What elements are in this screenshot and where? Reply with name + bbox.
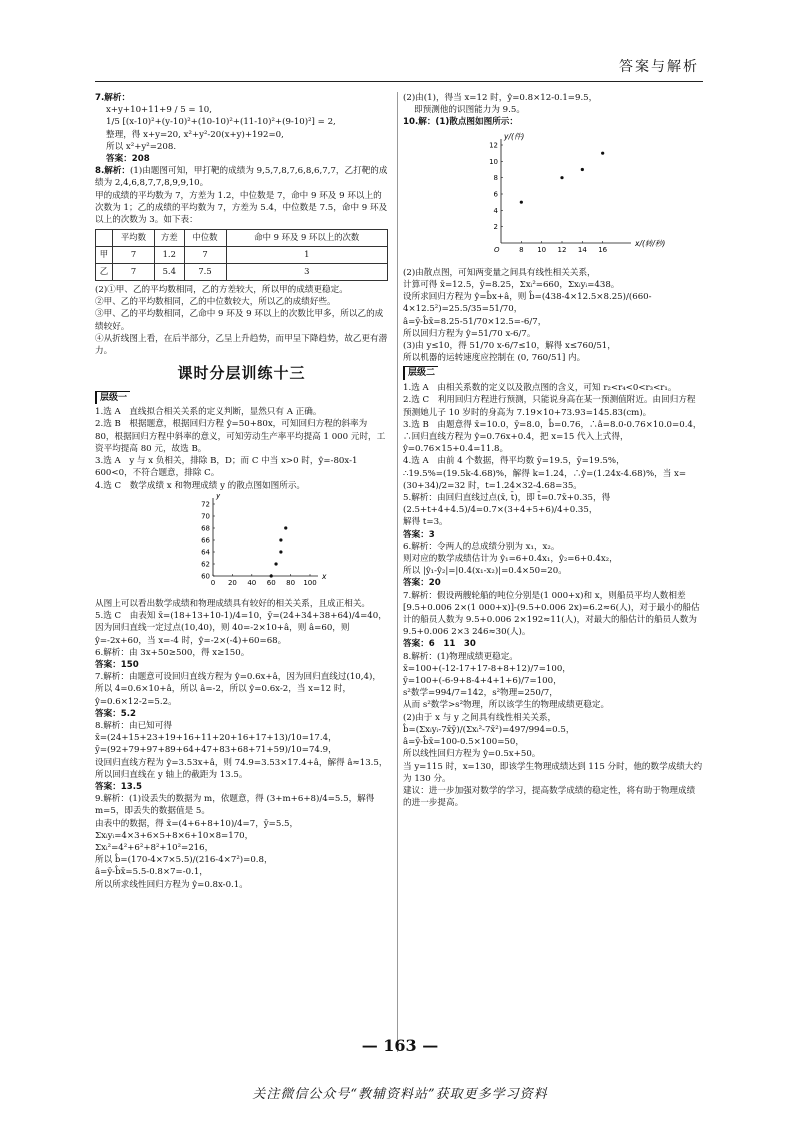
q8-conclusion: ④从折线图上看，在后半部分，乙呈上升趋势，而甲呈下降趋势，故乙更有潜力。 (95, 333, 388, 357)
y-tick-label: 68 (201, 524, 210, 533)
level2-line: 从而 s²数学>s²物理，所以该学生的物理成绩更稳定。 (403, 700, 610, 711)
level2-line: b̂=(Σxᵢyᵢ-7x̄ȳ)/(Σxᵢ²-7x̄²)=497/994=0.5， (403, 724, 575, 735)
x-tick-label: 16 (598, 245, 608, 254)
table-cell: 7 (112, 264, 154, 281)
level2-line: 建议：进一步加强对数学的学习，提高数学成绩的稳定性，将有助于物理成绩的进一步提高。 (403, 785, 696, 809)
level1-line: 8.解析：由已知可得 (95, 720, 172, 731)
level2-line: 5.解析：由回归直线过点(x̄, t̄)，即 t̄=0.7x̄+0.35，得 (2.5+t+4+4.5)/4=0.7×(3+4+5+6)/4+0.35， (403, 493, 611, 516)
column-divider (397, 92, 398, 1052)
level1-line: 7.解析：由题意可设回归直线方程为 ŷ=0.6x+â，因为回归直线过(10,4)，所以 4=0.6×10+â，所以 â=-2，所以 ŷ=0.6x-2，当 x=12 时，ŷ=0.6×12-2=5.2。 (95, 672, 381, 707)
q8-conclusion: (2)①甲、乙的平均数相同，乙的方差较大，所以甲的成绩更稳定。 (95, 285, 348, 295)
table-cell: 甲 (96, 247, 113, 264)
y-tick-label: 8 (493, 173, 498, 182)
level1-line: 答案：150 (95, 659, 139, 670)
y-tick-label: 66 (201, 536, 210, 545)
level1-item: 3.选 A y 与 x 负相关，排除 B，D；而 C 中当 x>0 时，ŷ=-80x-1 600<0，不符合题意，排除 C。 (95, 456, 358, 479)
level1-line: x̄=(24+15+23+19+16+11+20+16+17+13)/10=17.4， (95, 733, 337, 744)
q8-intro-text: (1)由题图可知，甲打靶的成绩为 9,5,7,8,7,6,8,6,7,7，乙打靶的成绩为 2,4,6,8,7,7,8,9,9,10。 (95, 166, 388, 189)
level2-line: 所以线性回归方程为 ŷ=0.5x+50。 (403, 749, 541, 760)
table-cell: 3 (226, 264, 387, 281)
stats-table (95, 229, 388, 281)
level1-line: â=ȳ-b̂x̄=5.5-0.8×7=-0.1， (95, 867, 208, 878)
q7-block (95, 92, 388, 104)
data-point (274, 562, 277, 565)
table-row (96, 247, 388, 264)
q10-line: 所以回归方程为 ŷ=51/70 x-6/7。 (403, 328, 536, 339)
y-tick-label: 64 (201, 548, 210, 557)
level1-line: 9.解析：(1)设丢失的数据为 m，依题意，得 (3+m+6+8)/4=5.5，解得 m=5，即丢失的数据值是 5。 (95, 794, 375, 817)
table-header-cell: 方差 (155, 230, 185, 247)
level2-line: 当 y=115 时，x=130，即该学生物理成绩达到 115 分时，他的数学成绩大约为 130 分。 (403, 761, 703, 784)
y-tick-label: 72 (201, 500, 210, 509)
level1-item: 2.选 B 根据题意，根据回归方程 ŷ=50+80x，可知回归方程的斜率为 80，根据回归方程中斜率的意义，可知劳动生产率平均提高 1 000 元时，工资平均提高 80 元，故选 B。 (95, 419, 386, 454)
x-tick-label: 100 (303, 578, 317, 587)
x-tick-label: 60 (266, 578, 276, 587)
data-point (284, 526, 287, 529)
scatter-chart-svg (95, 494, 335, 592)
scatter-chart-math-physics (95, 494, 388, 596)
level2-line: 答案：20 (403, 578, 441, 589)
q7-line: 1/5 [(x-10)²+(y-10)²+(10-10)²+(11-10)²+(9-10)²] = 2, (106, 117, 336, 128)
table-header-cell: 中位数 (184, 230, 226, 247)
level1-line: 从图上可以看出数学成绩和物理成绩具有较好的相关关系，且成正相关。 (95, 598, 371, 609)
q7-line: x+y+10+11+9 / 5 = 10, (106, 105, 212, 116)
footer-note: 关注微信公众号“教辅资料站”获取更多学习资料 (252, 1087, 548, 1102)
y-tick-label: 60 (201, 572, 210, 581)
level2-line: x̄=100+(-12-17+17-8+8+12)/7=100， (403, 663, 571, 674)
table-cell: 1 (226, 247, 387, 264)
table-cell: 7 (184, 247, 226, 264)
q8-conclusion: ③甲、乙的平均数相同，乙命中 9 环及 9 环以上的次数比甲多，所以乙的成绩较好。 (95, 309, 384, 332)
x-axis-label: x/(转/秒) (635, 238, 666, 248)
y-tick-label: 70 (201, 512, 210, 521)
level1-line: 所以所求线性回归方程为 ŷ=0.8x-0.1。 (95, 879, 248, 890)
level1-line: Σxᵢyᵢ=4×3+6×5+8×6+10×8=170， (95, 830, 254, 841)
level1-line: ȳ=(92+79+97+89+64+47+83+68+71+59)/10=74.9， (95, 745, 337, 756)
header-title: 答案与解析 (619, 59, 699, 75)
level2-items (403, 382, 703, 809)
q10-line: (2)由散点图，可知两变量之间具有线性相关关系， (403, 267, 596, 278)
q8-conclusion: ②甲、乙的平均数相同，乙的中位数较大，所以乙的成绩好些。 (95, 297, 336, 308)
y-tick-label: 6 (493, 190, 498, 199)
level1-item: 1.选 A 直线拟合相关关系的定义判断，显然只有 A 正确。 (95, 407, 322, 418)
level2-line: 2.选 C 利用回归方程进行预测，只能说身高在某一预测值附近。由回归方程预测她儿子 10 岁时的身高为 7.19×10+73.93=145.83(cm)。 (403, 395, 696, 418)
scatter-chart-svg (403, 131, 683, 261)
level1-line: 由表中的数据，得 x̄=(4+6+8+10)/4=7，ȳ=5.5， (95, 818, 299, 829)
table-cell: 1.2 (155, 247, 185, 264)
y-axis-label: y (216, 493, 221, 500)
x-tick-label: 10 (537, 245, 547, 254)
data-point (560, 176, 563, 179)
level2-line: 3.选 B 由题意得 x̄=10.0，ȳ=8.0，b̂=0.76，∴â=8.0-0.76×10.0=0.4，∴回归直线方程为 ŷ=0.76x+0.4，把 x=15 代入上式得，ŷ=0.76×15+0.4=11.8。 (403, 419, 702, 455)
y-tick-label: 62 (201, 560, 210, 569)
level2-line: 则对应的数学成绩估计为 ŷ₁=6+0.4x₁，ŷ₂=6+0.4x₂， (403, 554, 618, 565)
table-header-cell: 命中 9 环及 9 环以上的次数 (226, 230, 387, 247)
y-tick-label: 2 (493, 222, 498, 231)
table-header-row (96, 230, 388, 247)
q7-answer: 答案：208 (106, 154, 150, 165)
x-tick-label: 0 (210, 578, 216, 587)
table-header-cell: 平均数 (112, 230, 154, 247)
data-point (601, 151, 604, 154)
page-header (95, 52, 703, 82)
table-cell: 乙 (96, 264, 113, 281)
level2-line: 6.解析：令两人的总成绩分别为 x₁，x₂。 (403, 541, 560, 552)
x-tick-label: 40 (247, 578, 257, 587)
level2-line: (2)由于 x 与 y 之间具有线性相关关系， (403, 712, 557, 723)
q7-label: 7. (95, 93, 105, 103)
level1-line: 答案：5.2 (95, 708, 137, 719)
scatter-chart-speed (403, 131, 703, 265)
level1-line: 5.选 C 由表知 x̄=(18+13+10-1)/4=10，ȳ=(24+34+38+64)/4=40，因为回归直线一定过点(10,40)，则 40=-2×10+â，则 â=60，则 ŷ=-2x+60，当 x=-4 时，ŷ=-2×(-4)+60=68。 (95, 611, 387, 646)
data-point (279, 538, 282, 541)
q10-line: 设所求回归方程为 ŷ=b̂x+â，则 b̂=(438-4×12.5×8.25)/(660-4×12.5²)=25.5/35=51/70， (403, 292, 652, 315)
right-top-line: 10.解：(1)散点图如图所示： (403, 117, 518, 128)
x-axis-label: x (322, 571, 327, 581)
q10-line: 所以机器的运转速度应控制在 (0, 760/51] 内。 (403, 353, 586, 364)
level2-line: 解得 t=3。 (403, 517, 448, 528)
level2-line: 4.选 A 由前 4 个数据，得平均数 ȳ=19.5，ȳ=19.5%， (403, 456, 625, 467)
table-cell: 7.5 (184, 264, 226, 281)
table-header-cell (96, 230, 113, 247)
x-tick-label: 12 (557, 245, 567, 254)
level2-line: 1.选 A 由相关系数的定义以及散点图的含义，可知 r₂<r₄<0<r₃<r₁。 (403, 383, 677, 394)
right-top-line: (2)由(1)，得当 x=12 时，ŷ=0.8×12-0.1=9.5， (403, 93, 598, 103)
y-tick-label: 12 (489, 141, 498, 150)
x-tick-label: 80 (286, 578, 296, 587)
level2-line: 所以 |ŷ₁-ŷ₂|=|0.4(x₁-x₂)|=0.4×50=20。 (403, 566, 567, 577)
level2-line: s²数学=994/7=142，s²物理=250/7， (403, 688, 558, 699)
q8-intro (95, 165, 388, 189)
table-cell: 5.4 (155, 264, 185, 281)
table-row (96, 264, 388, 281)
x-tick-label: 14 (577, 245, 587, 254)
y-tick-label: 4 (493, 206, 498, 215)
q8-detail: 甲的成绩的平均数为 7，方差为 1.2，中位数是 7，命中 9 环及 9 环以上的次数为 1；乙的成绩的平均数为 7，方差为 5.4，中位数是 7.5，命中 9 环及以上的次数为 3。如下表： (95, 190, 388, 226)
q10-line: â=ȳ-b̂x̄=8.25-51/70×12.5=-6/7， (403, 316, 547, 327)
right-column (403, 92, 703, 809)
level-one-tag: 层级一 (95, 391, 130, 405)
q8-tag: 8.解析： (95, 166, 131, 177)
table-cell: 7 (112, 247, 154, 264)
q10-line: 计算可得 x̄=12.5，ȳ=8.25，Σxᵢ²=660，Σxᵢyᵢ=438。 (403, 280, 620, 291)
level1-line: 6.解析：由 3x+50≥500，得 x≥150。 (95, 647, 250, 658)
level1-line: 设回归直线方程为 ŷ=3.53x+â，则 74.9=3.53×17.4+â，解得 â≈13.5，所以回归直线在 y 轴上的截距为 13.5。 (95, 757, 388, 780)
q7-line: 整理，得 x+y=20, x²+y²-20(x+y)+192=0, (106, 129, 284, 140)
right-top-line: 即预测他的识图能力为 9.5。 (414, 105, 525, 116)
data-point (279, 550, 282, 553)
q7-line: 所以 x²+y²=208. (106, 141, 177, 152)
data-point (520, 200, 523, 203)
data-point (581, 168, 584, 171)
q10-line: (3)由 y≤10，得 51/70 x-6/7≤10，解得 x≤760/51， (403, 341, 616, 352)
origin-label: O (494, 245, 500, 254)
level1-item: 4.选 C 数学成绩 x 和物理成绩 y 的散点图如图所示。 (95, 480, 306, 491)
level1-rest (95, 598, 388, 891)
x-tick-label: 8 (519, 245, 524, 254)
level2-line: ∴19.5%=(19.5k-4.68)%，解得 k=1.24，∴ŷ=(1.24x-4.68)%，当 x=(30+34)/2=32 时，t=1.24×32-4.68=35。 (403, 468, 687, 491)
level2-line: 答案：3 (403, 529, 435, 540)
left-column (95, 92, 388, 891)
level1-line: Σxᵢ²=4²+6²+8²+10²=216， (95, 842, 214, 853)
level2-line: 答案：6 11 30 (403, 639, 476, 650)
x-tick-label: 20 (227, 578, 237, 587)
q10-rest (403, 267, 703, 365)
level1-line: 所以 b̂=(170-4×7×5.5)/(216-4×7²)=0.8， (95, 855, 273, 866)
level1-line: 答案：13.5 (95, 781, 142, 792)
level2-line: 8.解析：(1)物理成绩更稳定。 (403, 651, 518, 662)
level2-line: 7.解析：假设两艘轮船的吨位分别是(1 000+x)和 x，则船员平均人数相差[9.5+0.006 2×(1 000+x)]-(9.5+0.006 2x)=6.2≈6(人)，对于最小的船估计的船员人数为 9.5+0.006 2×192≈11(人)，对最大的船估计的船员人数为 9.5+0.006 2×3 246≈30(人)。 (403, 590, 700, 638)
level2-line: ȳ=100+(-6-9+8-4+4+1+6)/7=100， (403, 676, 562, 687)
section-title: 课时分层训练十三 (177, 364, 306, 383)
y-tick-label: 10 (489, 157, 498, 166)
level2-line: â=ȳ-b̂x̄=100-0.5×100=50， (403, 737, 524, 748)
q7-tag: 解析： (104, 93, 131, 103)
page-number: — 163 — (361, 1036, 439, 1055)
data-point (270, 574, 273, 577)
y-axis-label: y/(件) (504, 131, 525, 141)
level-two-tag: 层级二 (403, 366, 438, 380)
